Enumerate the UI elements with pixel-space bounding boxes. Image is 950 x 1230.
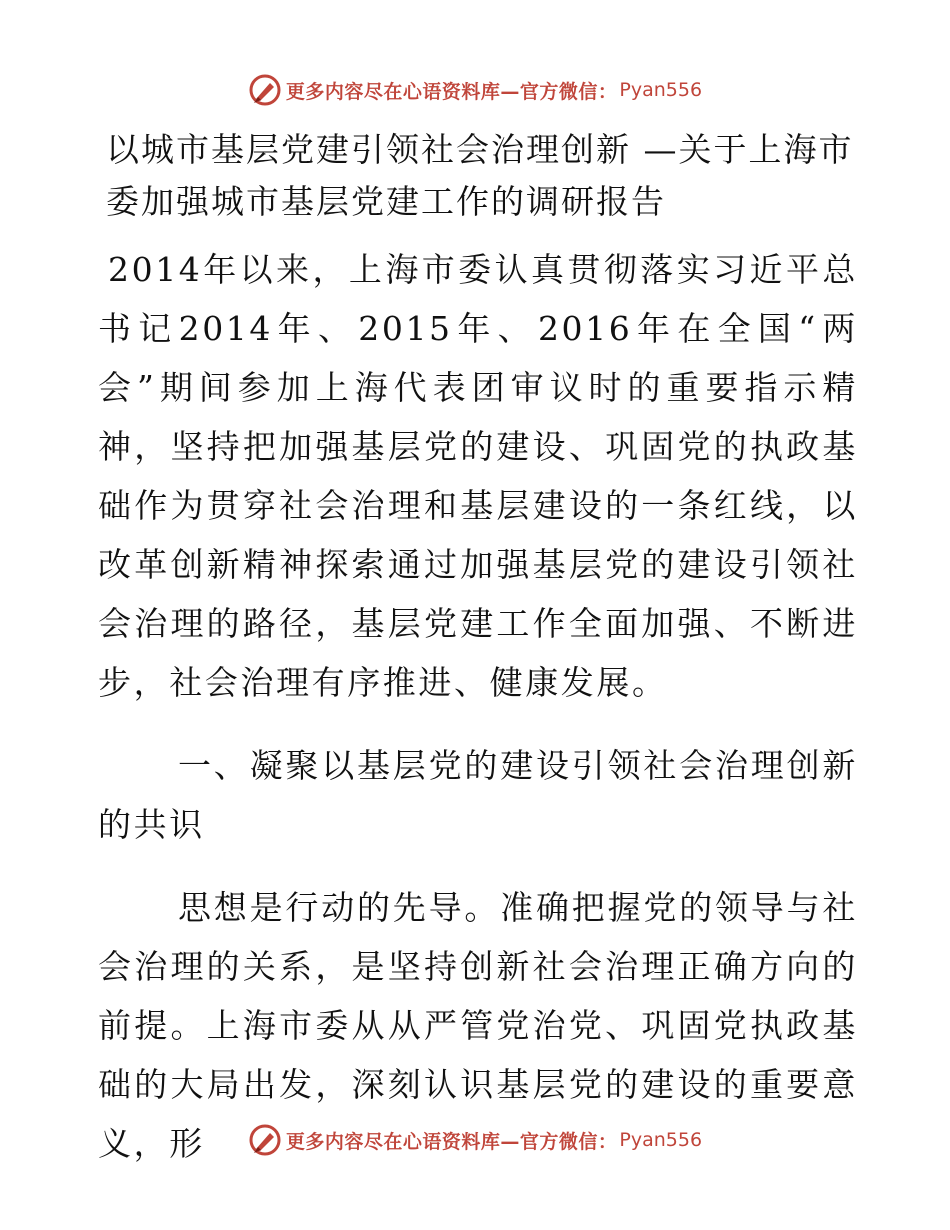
watermark-text: 更多内容尽在心语资料库—官方微信： <box>285 80 618 103</box>
pen-logo-icon <box>248 73 282 107</box>
intro-paragraph: 2014年以来，上海市委认真贯彻落实习近平总书记2014年、2015年、2016年在全国“两会”期间参加上海代表团审议时的重要指示精神，坚持把加强基层党的建设、巩固党的执政基础作为贯穿社会治理和基层建设的一条红线，以改革创新精神探索通过加强基层党的建设引领社会治理的路径，基层党建工作全面加强、不断进步，社会治理有序推进、健康发展。 <box>98 250 858 702</box>
body-paragraph: 思想是行动的先导。准确把握党的领导与社会治理的关系，是坚持创新社会治理正确方向的前提。上海市委从从严管党治党、巩固党执政基础的大局出发，深刻认识基层党的建设的重要意义，形 <box>98 888 858 1163</box>
document-body <box>98 120 858 1173</box>
header-watermark <box>0 70 950 110</box>
pen-logo-icon <box>248 1123 282 1157</box>
section-heading: 一、凝聚以基层党的建设引领社会治理创新的共识 <box>98 746 858 844</box>
footer-watermark <box>0 1120 950 1160</box>
watermark-text: 更多内容尽在心语资料库—官方微信： <box>285 1130 618 1153</box>
watermark-brand: Pyan556 <box>619 1129 703 1151</box>
watermark-brand: Pyan556 <box>619 79 703 101</box>
document-title: 以城市基层党建引领社会治理创新 —关于上海市委加强城市基层党建工作的调研报告 <box>106 130 854 221</box>
